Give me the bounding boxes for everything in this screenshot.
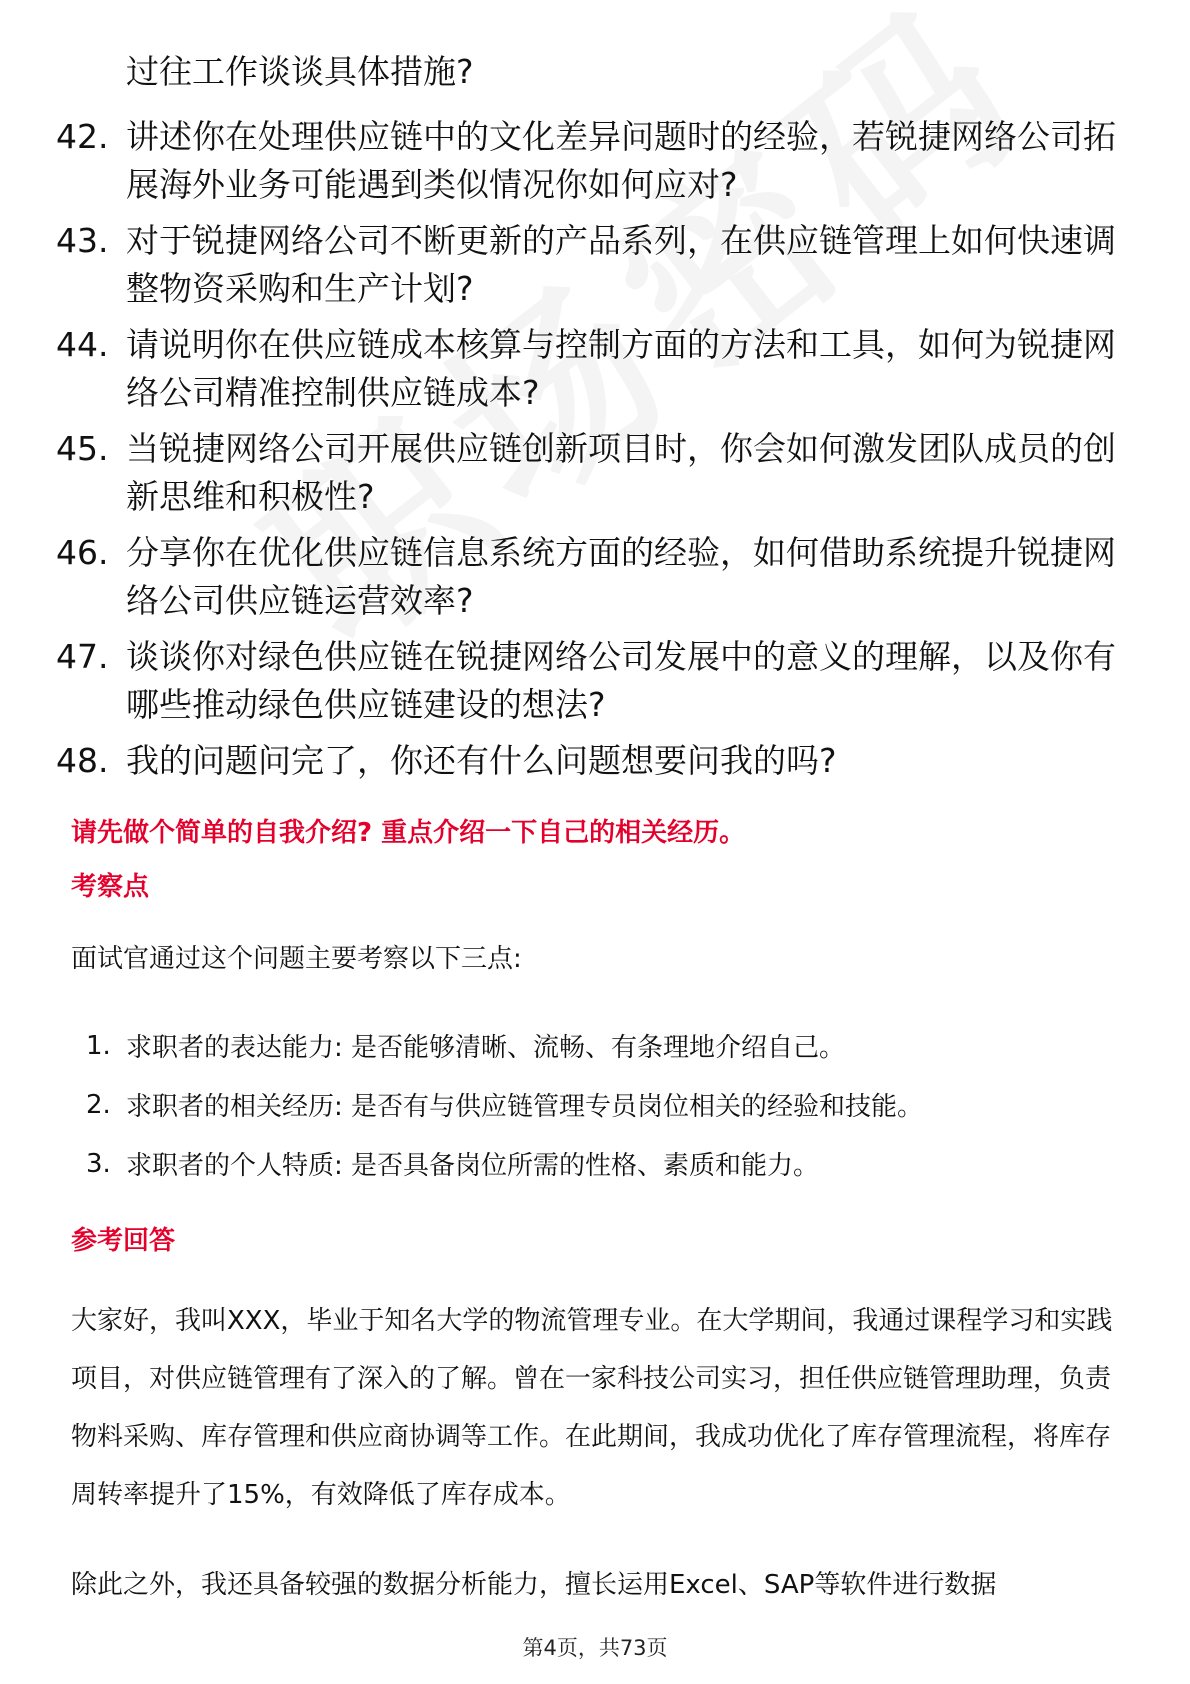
list-item [56, 321, 1136, 417]
list-number: 48. [56, 741, 109, 780]
list-text: 求职者的相关经历: 是否有与供应链管理专员岗位相关的经验和技能。 [126, 1092, 924, 1122]
answer-paragraph-2: 除此之外，我还具备较强的数据分析能力，擅长运用Excel、SAP等软件进行数据 [71, 1570, 997, 1600]
list-item [56, 113, 1136, 209]
section-heading-points: 考察点 [71, 872, 150, 902]
list-text: 分享你在优化供应链信息系统方面的经验，如何借助系统提升锐捷网络公司供应链运营效率? [126, 533, 1116, 620]
answer-paragraph-1: 大家好，我叫XXX，毕业于知名大学的物流管理专业。在大学期间，我通过课程学习和实践项目，对供应链管理有了深入的了解。曾在一家科技公司实习，担任供应链管理助理，负责物料采购、库存管理和供应商协调等工作。在此期间，我成功优化了库存管理流程，将库存周转率提升了15%，有效降低了库存成本。 [71, 1306, 1113, 1510]
points-list [86, 1016, 923, 1193]
section-heading-answer: 参考回答 [71, 1226, 176, 1256]
list-number: 45. [56, 429, 109, 468]
list-item [56, 737, 1136, 785]
list-item [86, 1134, 923, 1193]
list-text: 对于锐捷网络公司不断更新的产品系列，在供应链管理上如何快速调整物资采购和生产计划? [126, 221, 1116, 308]
list-number: 43. [56, 221, 109, 260]
question-list [56, 113, 1136, 793]
list-item [56, 217, 1136, 313]
list-text: 求职者的个人特质: 是否具备岗位所需的性格、素质和能力。 [126, 1151, 820, 1181]
list-text: 当锐捷网络公司开展供应链创新项目时，你会如何激发团队成员的创新思维和积极性? [126, 429, 1116, 516]
list-number: 3. [86, 1148, 111, 1179]
list-item [86, 1016, 923, 1075]
list-number: 42. [56, 117, 109, 156]
list-number: 2. [86, 1089, 111, 1120]
list-number: 46. [56, 533, 109, 572]
page-footer: 第4页，共73页 [522, 1636, 668, 1660]
list-item [56, 529, 1136, 625]
list-number: 44. [56, 325, 109, 364]
list-item [86, 1075, 923, 1134]
list-item [56, 425, 1136, 521]
list-text: 求职者的表达能力: 是否能够清晰、流畅、有条理地介绍自己。 [126, 1033, 846, 1063]
list-text: 谈谈你对绿色供应链在锐捷网络公司发展中的意义的理解，以及你有哪些推动绿色供应链建设的想法? [126, 637, 1116, 724]
list-text: 请说明你在供应链成本核算与控制方面的方法和工具，如何为锐捷网络公司精准控制供应链成本? [126, 325, 1116, 412]
highlighted-question: 请先做个简单的自我介绍? 重点介绍一下自己的相关经历。 [71, 818, 746, 848]
list-text: 我的问题问完了，你还有什么问题想要问我的吗? [126, 741, 837, 780]
list-number: 1. [86, 1030, 111, 1061]
list-number: 47. [56, 637, 109, 676]
list-item [56, 633, 1136, 729]
points-intro: 面试官通过这个问题主要考察以下三点: [71, 944, 522, 974]
question-continuation: 过往工作谈谈具体措施? [126, 52, 474, 91]
list-text: 讲述你在处理供应链中的文化差异问题时的经验，若锐捷网络公司拓展海外业务可能遇到类似情况你如何应对? [126, 117, 1116, 204]
